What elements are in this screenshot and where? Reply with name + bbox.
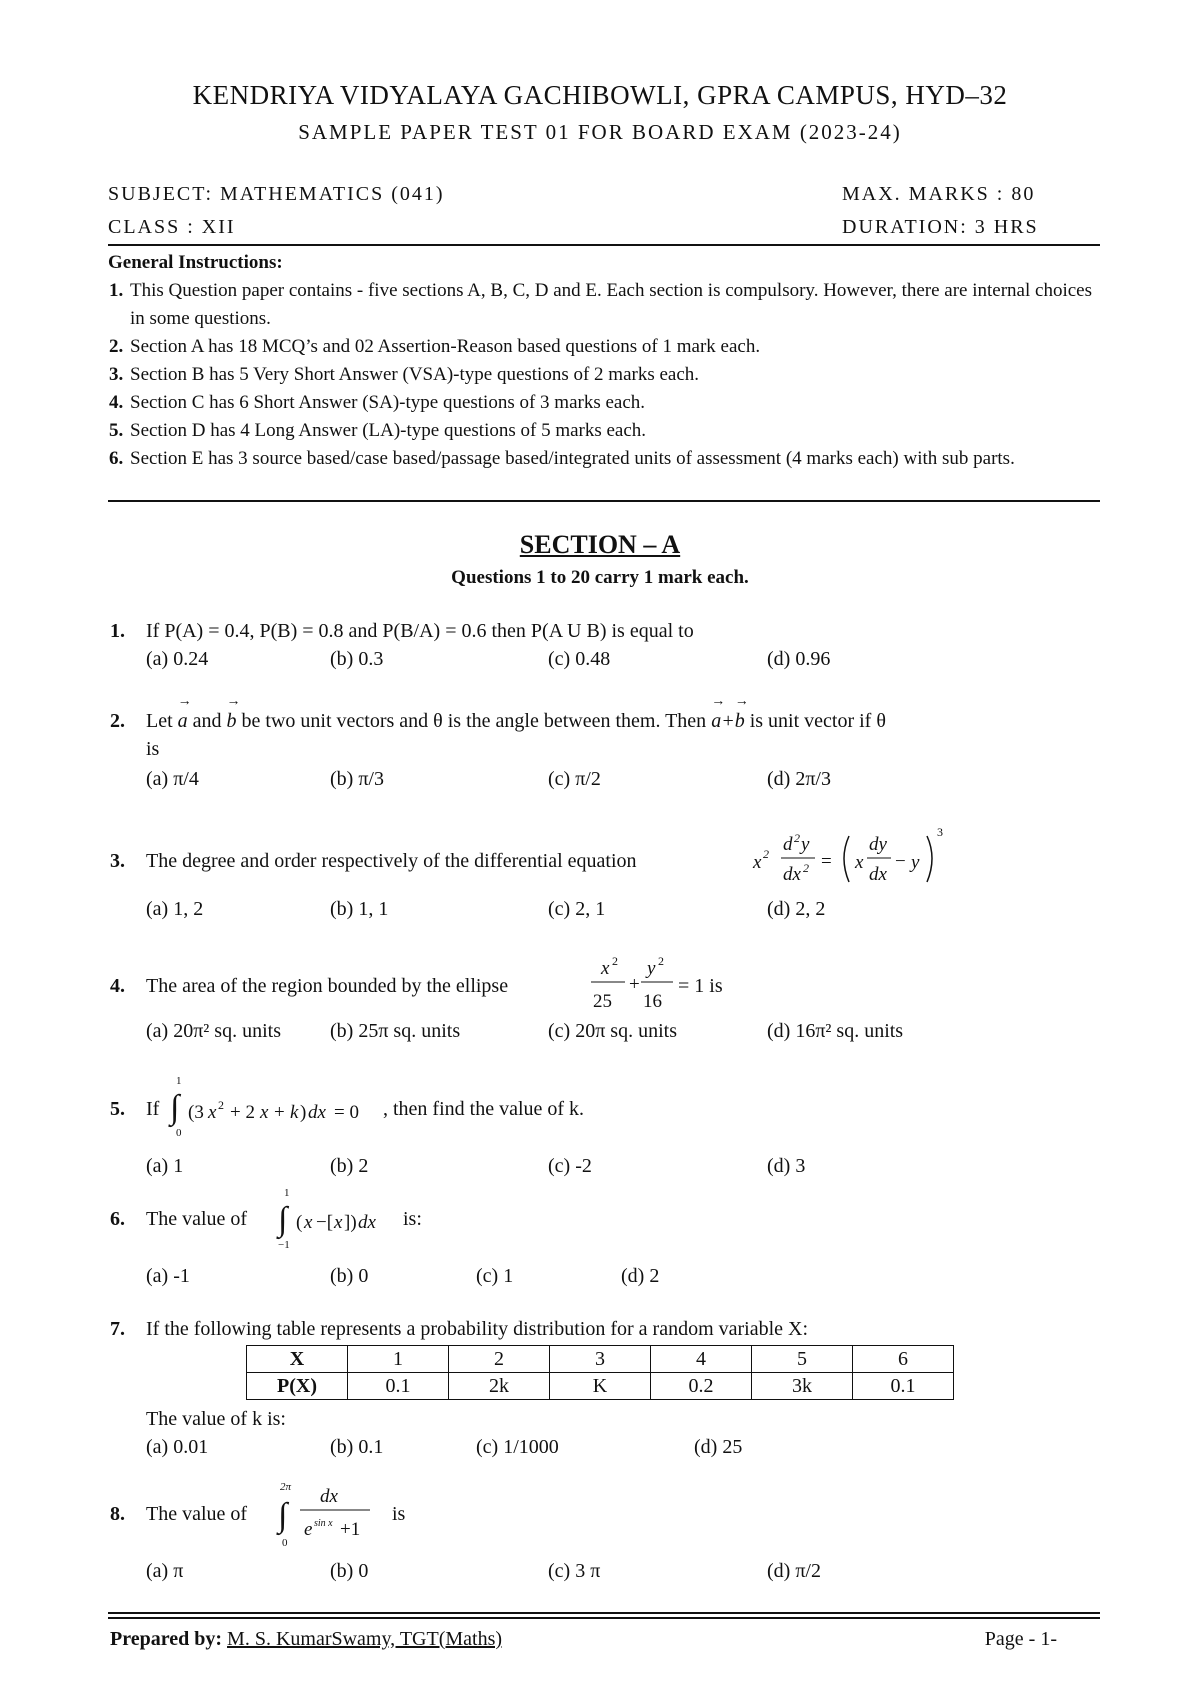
svg-text:y: y	[647, 958, 656, 979]
prepared-label: Prepared by:	[110, 1628, 223, 1650]
instruction-text: Section C has 6 Short Answer (SA)-type questions of 3 marks each.	[130, 392, 646, 413]
svg-text:x: x	[753, 852, 762, 873]
svg-text:16: 16	[643, 991, 662, 1012]
table-cell: 0.2	[651, 1373, 752, 1400]
svg-text:+1: +1	[340, 1519, 361, 1540]
integral-expression	[274, 1184, 394, 1254]
svg-text:1: 1	[176, 1075, 182, 1087]
svg-text:2π: 2π	[280, 1481, 292, 1493]
option: (b) 1, 1	[330, 898, 389, 920]
option: (b) 2	[330, 1155, 369, 1177]
question-text-end: = 1 is	[678, 975, 723, 997]
svg-text:): )	[300, 1102, 307, 1123]
vector-a: → a	[177, 694, 192, 732]
differential-equation	[745, 820, 975, 900]
svg-text:2: 2	[658, 954, 664, 968]
svg-text:+ 2: + 2	[230, 1102, 255, 1123]
question-text-cont: The value of k is:	[146, 1408, 286, 1430]
option: (d) 2, 2	[767, 898, 826, 920]
option: (d) 2π/3	[767, 768, 831, 790]
svg-text:25: 25	[593, 991, 612, 1012]
option: (a) 0.24	[146, 648, 209, 670]
option: (c) π/2	[548, 768, 601, 790]
svg-text:=: =	[821, 851, 832, 872]
svg-text:dy: dy	[869, 834, 887, 855]
option: (c) 1/1000	[476, 1436, 559, 1458]
svg-text:x: x	[601, 958, 610, 979]
instructions-divider	[108, 500, 1100, 502]
instruction-text: This Question paper contains - five sections A, B, C, D and E. Each section is compulsory. However, there are internal choices in some questions.	[130, 280, 1092, 329]
probability-table	[246, 1345, 954, 1400]
instruction-item	[128, 333, 1100, 361]
instruction-item	[128, 417, 1100, 445]
class: CLASS : XII	[108, 216, 236, 238]
question-text: The degree and order respectively of the differential equation	[146, 850, 637, 872]
instructions-heading: General Instructions:	[108, 252, 283, 273]
svg-text:−: −	[895, 851, 906, 872]
svg-text:d: d	[783, 834, 793, 855]
svg-text:x: x	[855, 852, 864, 873]
max-marks: MAX. MARKS : 80	[842, 183, 1036, 205]
option: (b) π/3	[330, 768, 384, 790]
table-cell: K	[550, 1373, 651, 1400]
svg-text:sin x: sin x	[314, 1518, 333, 1529]
table-cell: 3	[550, 1346, 651, 1373]
footer-divider	[108, 1617, 1100, 1619]
option: (d) 25	[694, 1436, 743, 1458]
svg-text:2: 2	[218, 1098, 224, 1112]
option: (d) 16π² sq. units	[767, 1020, 904, 1042]
table-cell: 2k	[449, 1373, 550, 1400]
instruction-text: Section B has 5 Very Short Answer (VSA)-type questions of 2 marks each.	[130, 364, 700, 385]
page-number: Page - 1-	[984, 1628, 1057, 1650]
instruction-text: Section A has 18 MCQ’s and 02 Assertion-Reason based questions of 1 mark each.	[130, 336, 761, 357]
instruction-text: Section D has 4 Long Answer (LA)-type questions of 5 marks each.	[130, 420, 647, 441]
option: (c) 0.48	[548, 648, 611, 670]
table-cell: P(X)	[247, 1373, 348, 1400]
svg-text:−1: −1	[278, 1239, 290, 1251]
svg-text:]): ])	[344, 1212, 357, 1233]
option: (d) 0.96	[767, 648, 831, 670]
footer-divider	[108, 1612, 1100, 1614]
option: (a) π/4	[146, 768, 199, 790]
svg-text:+: +	[274, 1102, 285, 1123]
question-text-cont: is	[146, 738, 160, 760]
svg-text:dx: dx	[320, 1486, 338, 1507]
question-number: 8.	[110, 1503, 125, 1525]
author-name: M. S. KumarSwamy, TGT(Maths)	[227, 1628, 503, 1650]
question-text: If the following table represents a probability distribution for a random variable X:	[146, 1318, 809, 1340]
option: (b) 25π sq. units	[330, 1020, 461, 1042]
svg-text:∫: ∫	[278, 1201, 288, 1238]
question-number: 2.	[110, 710, 125, 732]
option: (b) 0	[330, 1560, 369, 1582]
integral-expression	[274, 1478, 384, 1553]
instruction-item	[128, 361, 1100, 389]
section-subtitle: Questions 1 to 20 carry 1 mark each.	[451, 567, 749, 588]
vector-b: → b	[226, 694, 241, 732]
svg-text:2: 2	[763, 847, 769, 861]
svg-text:2: 2	[794, 831, 800, 845]
instruction-item	[128, 389, 1100, 417]
question-text-end: is	[392, 1503, 406, 1525]
question-text: Let → a and → b be two unit vectors and θ is the angle between them. Then → a+ → b is unit vector if θ	[146, 694, 886, 732]
svg-text:(: (	[296, 1212, 303, 1233]
table-cell: 0.1	[348, 1373, 449, 1400]
integral-expression	[168, 1072, 383, 1142]
svg-text:3: 3	[937, 825, 943, 839]
option: (b) 0	[330, 1265, 369, 1287]
svg-text:dx: dx	[308, 1102, 326, 1123]
svg-text:+: +	[629, 974, 640, 995]
question-text: The area of the region bounded by the ellipse	[146, 975, 509, 997]
question-number: 3.	[110, 850, 125, 872]
option: (a) 0.01	[146, 1436, 209, 1458]
table-cell: 2	[449, 1346, 550, 1373]
question-number: 7.	[110, 1318, 125, 1340]
question-number: 6.	[110, 1208, 125, 1230]
svg-text:2: 2	[803, 861, 809, 875]
table-cell: 4	[651, 1346, 752, 1373]
svg-text:dx: dx	[869, 864, 887, 885]
table-cell: 6	[853, 1346, 954, 1373]
option: (b) 0.1	[330, 1436, 384, 1458]
svg-text:2: 2	[612, 954, 618, 968]
option: (c) 3 π	[548, 1560, 601, 1582]
option: (a) -1	[146, 1265, 190, 1287]
svg-text:= 0: = 0	[334, 1102, 359, 1123]
question-text-end: , then find the value of k.	[383, 1098, 585, 1120]
question-number: 4.	[110, 975, 125, 997]
question-text-end: is:	[403, 1208, 422, 1230]
option: (d) 3	[767, 1155, 806, 1177]
table-cell: 3k	[752, 1373, 853, 1400]
svg-text:1: 1	[284, 1187, 290, 1199]
svg-text:x: x	[208, 1102, 217, 1123]
prepared-by	[110, 1628, 502, 1651]
instruction-text: Section E has 3 source based/case based/passage based/integrated units of assessment (4 marks each) with sub parts.	[130, 448, 1015, 469]
question-text: If P(A) = 0.4, P(B) = 0.8 and P(B/A) = 0.6 then P(A U B) is equal to	[146, 620, 694, 642]
subject: SUBJECT: MATHEMATICS (041)	[108, 183, 445, 205]
general-instructions	[108, 249, 1100, 473]
question-text: The value of	[146, 1503, 248, 1525]
question-text: The value of	[146, 1208, 248, 1230]
table-cell: 5	[752, 1346, 853, 1373]
option: (b) 0.3	[330, 648, 384, 670]
option: (d) 2	[621, 1265, 660, 1287]
section-title: SECTION – A	[519, 530, 681, 559]
question-number: 5.	[110, 1098, 125, 1120]
option: (a) π	[146, 1560, 184, 1582]
table-row	[247, 1373, 954, 1400]
svg-text:x: x	[334, 1212, 343, 1233]
option: (a) 1	[146, 1155, 184, 1177]
option: (a) 20π² sq. units	[146, 1020, 281, 1042]
svg-text:∫: ∫	[278, 1497, 288, 1534]
option: (a) 1, 2	[146, 898, 204, 920]
svg-text:∫: ∫	[170, 1089, 180, 1126]
svg-text:e: e	[304, 1519, 313, 1540]
svg-text:0: 0	[282, 1537, 288, 1549]
table-cell: 1	[348, 1346, 449, 1373]
option: (d) π/2	[767, 1560, 821, 1582]
option: (c) 20π sq. units	[548, 1020, 677, 1042]
vector-sum: → a+ → b	[711, 694, 749, 732]
option: (c) -2	[548, 1155, 592, 1177]
svg-text:x: x	[260, 1102, 269, 1123]
svg-text:dx: dx	[358, 1212, 376, 1233]
svg-text:y: y	[911, 852, 920, 873]
svg-text:(3: (3	[188, 1102, 204, 1123]
svg-text:y: y	[801, 834, 810, 855]
svg-text:0: 0	[176, 1127, 182, 1139]
svg-text:dx: dx	[783, 864, 801, 885]
table-cell: X	[247, 1346, 348, 1373]
header-divider	[108, 244, 1100, 246]
svg-text:x: x	[304, 1212, 313, 1233]
instruction-item	[128, 445, 1100, 473]
paper-title: SAMPLE PAPER TEST 01 FOR BOARD EXAM (2023-24)	[298, 120, 902, 144]
option: (c) 1	[476, 1265, 514, 1287]
question-text: If	[146, 1098, 160, 1120]
ellipse-equation	[585, 950, 675, 1020]
question-number: 1.	[110, 620, 125, 642]
option: (c) 2, 1	[548, 898, 606, 920]
table-row	[247, 1346, 954, 1373]
table-cell: 0.1	[853, 1373, 954, 1400]
svg-text:−[: −[	[316, 1212, 334, 1233]
svg-text:k: k	[290, 1102, 299, 1123]
school-name: KENDRIYA VIDYALAYA GACHIBOWLI, GPRA CAMPUS, HYD–32	[192, 80, 1008, 110]
duration: DURATION: 3 HRS	[842, 216, 1039, 238]
instruction-item	[128, 277, 1100, 333]
